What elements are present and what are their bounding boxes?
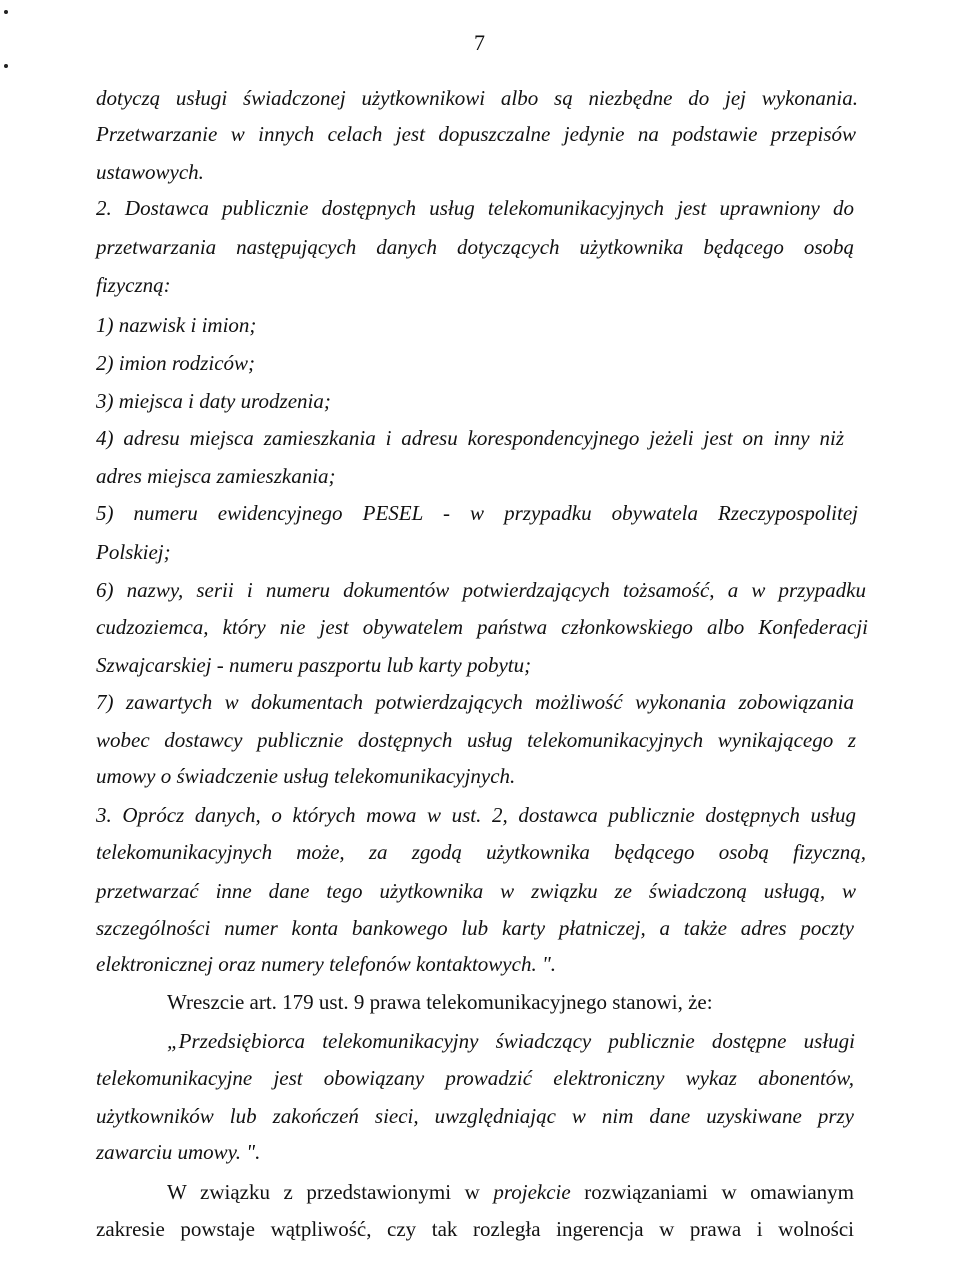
text-line: Polskiej; <box>96 540 171 564</box>
text-line: cudzoziemca, który nie jest obywatelem państwa członkowskiego albo Konfederacji <box>96 615 868 639</box>
list-item: 3) miejsca i daty urodzenia; <box>96 389 331 413</box>
text-line: fizyczną: <box>96 273 171 297</box>
text-line: wobec dostawcy publicznie dostępnych usług telekomunikacyjnych wynikającego z <box>96 728 856 752</box>
text-line <box>167 1180 854 1204</box>
text-line: umowy o świadczenie usług telekomunikacyjnych. <box>96 764 516 788</box>
text-line: adres miejsca zamieszkania; <box>96 464 336 488</box>
scan-speck <box>4 64 8 68</box>
emphasis-text: projekcie <box>493 1180 571 1204</box>
scan-speck <box>4 10 8 14</box>
text-line: telekomunikacyjnych może, za zgodą użytkownika będącego osobą fizyczną, <box>96 840 866 864</box>
list-item: 7) zawartych w dokumentach potwierdzających możliwość wykonania zobowiązania <box>96 690 854 714</box>
text-line: przetwarzania następujących danych dotyczących użytkownika będącego osobą <box>96 235 854 259</box>
text-line: przetwarzać inne dane tego użytkownika w związku ze świadczoną usługą, w <box>96 879 856 903</box>
text-line: dotyczą usługi świadczonej użytkownikowi albo są niezbędne do jej wykonania. <box>96 86 858 110</box>
page-number: 7 <box>474 30 485 55</box>
text-line: Wreszcie art. 179 ust. 9 prawa telekomunikacyjnego stanowi, że: <box>167 990 713 1014</box>
quote-line: zawarciu umowy. ". <box>96 1140 261 1164</box>
list-item: 5) numeru ewidencyjnego PESEL - w przypadku obywatela Rzeczypospolitej <box>96 501 858 525</box>
quote-line: telekomunikacyjne jest obowiązany prowadzić elektroniczny wykaz abonentów, <box>96 1066 854 1090</box>
text-line: zakresie powstaje wątpliwość, czy tak rozległa ingerencja w prawa i wolności <box>96 1217 854 1241</box>
text-fragment: rozwiązaniami w omawianym <box>570 1180 854 1204</box>
text-line: Przetwarzanie w innych celach jest dopuszczalne jedynie na podstawie przepisów <box>96 122 856 146</box>
text-line: szczególności numer konta bankowego lub karty płatniczej, a także adres poczty <box>96 916 854 940</box>
list-item: 6) nazwy, serii i numeru dokumentów potwierdzających tożsamość, a w przypadku <box>96 578 866 602</box>
text-fragment: W związku z przedstawionymi w <box>167 1180 494 1204</box>
quote-line: użytkowników lub zakończeń sieci, uwzględniając w nim dane uzyskiwane przy <box>96 1104 854 1128</box>
text-line: elektronicznej oraz numery telefonów kontaktowych. ". <box>96 952 557 976</box>
text-line: 3. Oprócz danych, o których mowa w ust. 2, dostawca publicznie dostępnych usług <box>96 803 856 827</box>
text-line: 2. Dostawca publicznie dostępnych usług telekomunikacyjnych jest uprawniony do <box>96 196 854 220</box>
text-line: Szwajcarskiej - numeru paszportu lub karty pobytu; <box>96 653 532 677</box>
text-line: ustawowych. <box>96 160 204 184</box>
quote-line: „Przedsiębiorca telekomunikacyjny świadczący publicznie dostępne usługi <box>167 1029 855 1053</box>
list-item: 1) nazwisk i imion; <box>96 313 257 337</box>
list-item: 2) imion rodziców; <box>96 351 256 375</box>
list-item: 4) adresu miejsca zamieszkania i adresu korespondencyjnego jeżeli jest on inny niż <box>96 426 844 450</box>
